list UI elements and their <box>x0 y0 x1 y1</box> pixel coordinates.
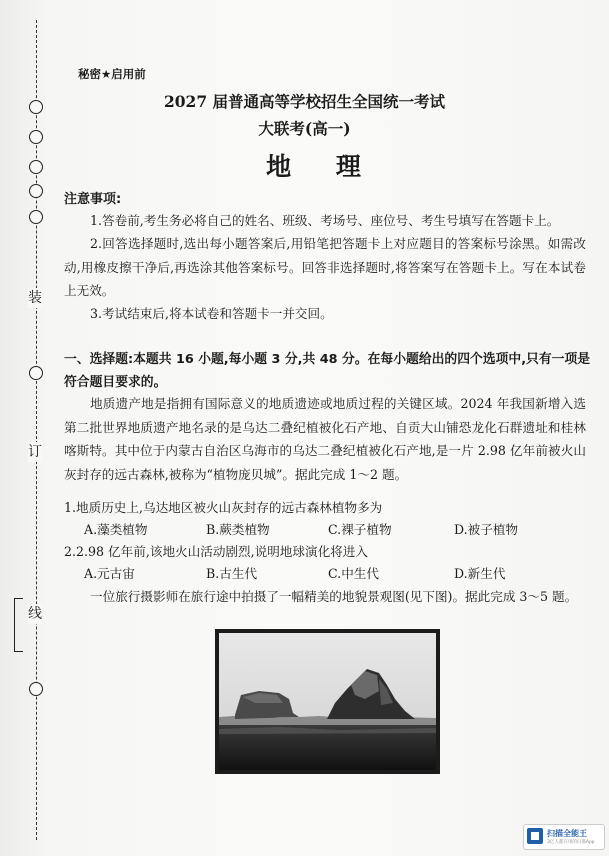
passage-1: 地质遗产地是指拥有国际意义的地质遗迹或地质过程的关键区域。2024 年我国新增入选第二批世界地质遗产地名录的是乌达二叠纪植被化石产地、自贡大山铺恐龙化石群遗址和桂林喀斯特。其中位于内蒙古自治区乌海市的乌达二叠纪植被化石产地,是一片 2.98 亿年前被火山灰封存的远古森林,被称为“植物庞贝城”。据此完成 1～2 题。 <box>64 396 586 482</box>
binding-char-ding: 订 <box>28 444 42 460</box>
binding-char-zhuang: 装 <box>28 290 42 306</box>
binding-hole <box>29 366 43 380</box>
question-1-option-c: C.裸子植物 <box>328 522 392 537</box>
passage-2: 一位旅行摄影师在旅行途中拍摄了一幅精美的地貌景观图(见下图)。据此完成 3～5 题。 <box>90 589 578 604</box>
question-2-option-a: A.元古宙 <box>84 566 135 581</box>
question-1-option-a: A.藻类植物 <box>84 522 148 537</box>
question-2-option-b: B.古生代 <box>206 566 258 581</box>
notice-heading: 注意事项: <box>64 192 122 207</box>
scanner-watermark-subtitle: 3亿人都在用的扫描App <box>547 840 595 845</box>
scanner-watermark <box>523 824 605 850</box>
scanner-watermark-title: 扫描全能王 <box>547 829 587 838</box>
binding-hole <box>29 184 43 198</box>
question-2-stem: 2.2.98 亿年前,该地火山活动剧烈,说明地球演化将进入 <box>64 544 368 559</box>
exam-subtitle: 大联考(高一) <box>258 119 351 138</box>
subject-title: 地 理 <box>266 152 379 181</box>
confidential-mark: 秘密★启用前 <box>78 67 146 81</box>
landform-photo-image <box>219 633 436 770</box>
question-1-option-d: D.被子植物 <box>454 522 519 537</box>
scanner-logo-icon <box>527 828 543 844</box>
question-2-option-d: D.新生代 <box>454 566 506 581</box>
notice-item: 2.回答选择题时,选出每小题答案后,用铅笔把答题卡上对应题目的答案标号涂黑。如需改动,用橡皮擦干净后,再选涂其他答案标号。回答非选择题时,将答案写在答题卡上。写在本试卷上无效。 <box>64 236 586 298</box>
landform-photo <box>215 629 440 774</box>
binding-char-xian: 线 <box>28 606 42 622</box>
binding-bracket <box>14 598 23 652</box>
question-1-option-b: B.蕨类植物 <box>206 522 270 537</box>
binding-hole <box>29 210 43 224</box>
binding-hole <box>29 682 43 696</box>
question-2-option-c: C.中生代 <box>328 566 379 581</box>
notice-item: 3.考试结束后,将本试卷和答题卡一并交回。 <box>90 306 333 321</box>
notice-item: 1.答卷前,考生务必将自己的姓名、班级、考场号、座位号、考生号填写在答题卡上。 <box>90 213 560 228</box>
question-1-stem: 1.地质历史上,乌达地区被火山灰封存的远古森林植物多为 <box>64 500 383 515</box>
section-heading: 一、选择题:本题共 16 小题,每小题 3 分,共 48 分。在每小题给出的四个选项中,只有一项是符合题目要求的。 <box>64 352 591 390</box>
exam-title: 2027 届普通高等学校招生全国统一考试 <box>163 92 446 111</box>
